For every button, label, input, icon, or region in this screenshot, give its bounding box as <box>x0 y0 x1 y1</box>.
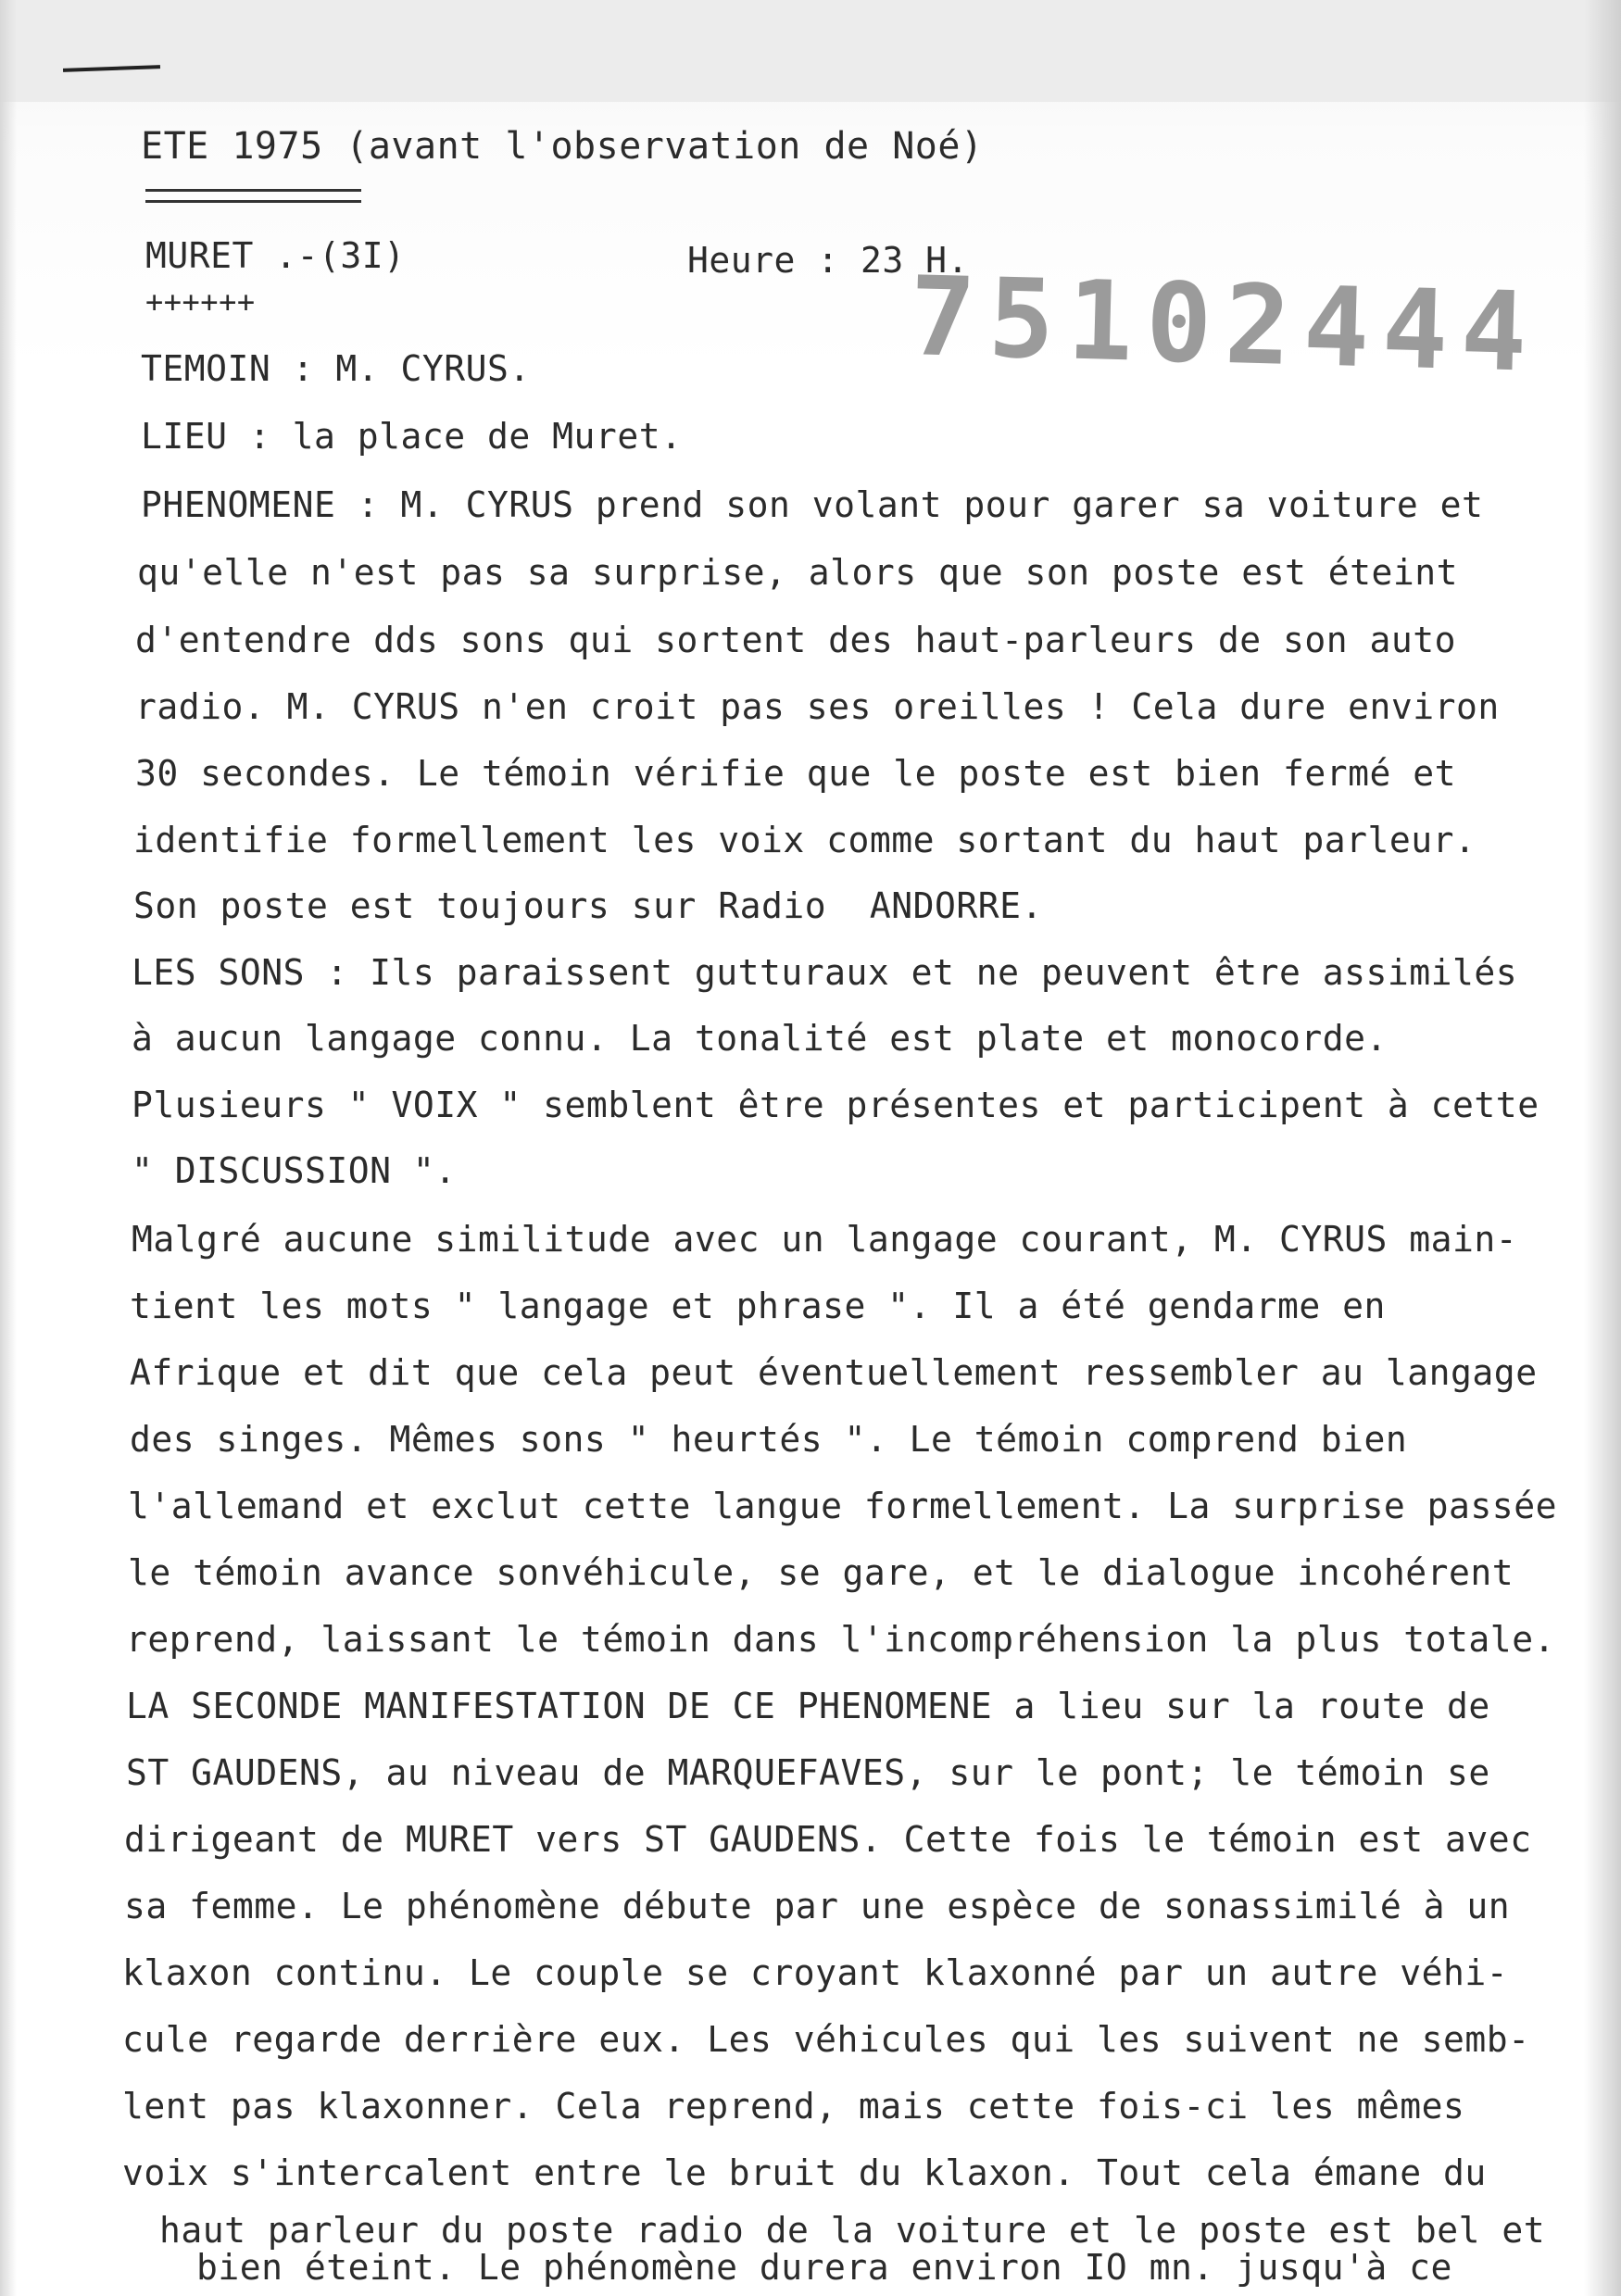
text-line: 30 secondes. Le témoin vérifie que le poste est bien fermé et <box>135 753 1457 794</box>
scan-left-edge <box>0 0 17 2296</box>
text-line: dirigeant de MURET vers ST GAUDENS. Cette fois le témoin est avec <box>124 1819 1532 1860</box>
document-header: ETE 1975 (avant l'observation de Noé) <box>141 125 984 168</box>
text-line: sa femme. Le phénomène débute par une espèce de sonassimilé à un <box>124 1886 1511 1926</box>
scan-top-shadow <box>0 0 1621 102</box>
plus-separator: ++++++ <box>145 284 256 320</box>
text-line: PHENOMENE : M. CYRUS prend son volant pour garer sa voiture et <box>141 484 1484 525</box>
text-line: lent pas klaxonner. Cela reprend, mais cette fois-ci les mêmes <box>122 2086 1465 2127</box>
text-line: des singes. Mêmes sons " heurtés ". Le témoin comprend bien <box>130 1419 1408 1460</box>
text-line: Plusieurs " VOIX " semblent être présentes et participent à cette <box>132 1085 1539 1125</box>
text-line: d'entendre dds sons qui sortent des haut-parleurs de son auto <box>135 620 1457 660</box>
text-line: cule regarde derrière eux. Les véhicules qui les suivent ne semb- <box>122 2019 1530 2060</box>
text-line: klaxon continu. Le couple se croyant klaxonné par un autre véhi- <box>122 1952 1509 1993</box>
text-line: bien éteint. Le phénomène durera environ IO mn. jusqu'à ce <box>196 2247 1452 2288</box>
text-line: à aucun langage connu. La tonalité est plate et monocorde. <box>132 1018 1388 1059</box>
header-underline <box>145 189 361 203</box>
text-line: voix s'intercalent entre le bruit du klaxon. Tout cela émane du <box>122 2152 1487 2193</box>
text-line: l'allemand et exclut cette langue formellement. La surprise passée <box>128 1486 1557 1526</box>
text-line: radio. M. CYRUS n'en croit pas ses oreilles ! Cela dure environ <box>135 686 1500 727</box>
text-line: identifie formellement les voix comme sortant du haut parleur. <box>133 820 1476 860</box>
location-label: MURET .-(3I) <box>145 235 406 276</box>
text-line: haut parleur du poste radio de la voiture et le poste est bel et <box>159 2210 1546 2251</box>
text-line: Afrique et dit que cela peut éventuellement ressembler au langage <box>130 1352 1538 1393</box>
text-line: LES SONS : Ils paraissent gutturaux et ne peuvent être assimilés <box>132 952 1518 993</box>
reference-number-stamp: 75102444 <box>908 252 1542 396</box>
text-line: ST GAUDENS, au niveau de MARQUEFAVES, sur le pont; le témoin se <box>126 1752 1490 1793</box>
text-line: TEMOIN : M. CYRUS. <box>141 348 531 389</box>
text-line: reprend, laissant le témoin dans l'incompréhension la plus totale. <box>126 1619 1555 1660</box>
text-line: " DISCUSSION ". <box>132 1150 457 1191</box>
text-line: Son poste est toujours sur Radio ANDORRE. <box>133 885 1043 926</box>
text-line: tient les mots " langage et phrase ". Il a été gendarme en <box>130 1286 1386 1326</box>
time-label: Heure : 23 H. <box>687 240 969 281</box>
text-line: le témoin avance sonvéhicule, se gare, et le dialogue incohérent <box>128 1552 1514 1593</box>
text-line: qu'elle n'est pas sa surprise, alors que son poste est éteint <box>137 552 1459 593</box>
scan-right-edge <box>1584 0 1621 2296</box>
text-line: LIEU : la place de Muret. <box>141 416 683 457</box>
text-line: LA SECONDE MANIFESTATION DE CE PHENOMENE a lieu sur la route de <box>126 1686 1490 1726</box>
text-line: Malgré aucune similitude avec un langage courant, M. CYRUS main- <box>132 1219 1518 1260</box>
